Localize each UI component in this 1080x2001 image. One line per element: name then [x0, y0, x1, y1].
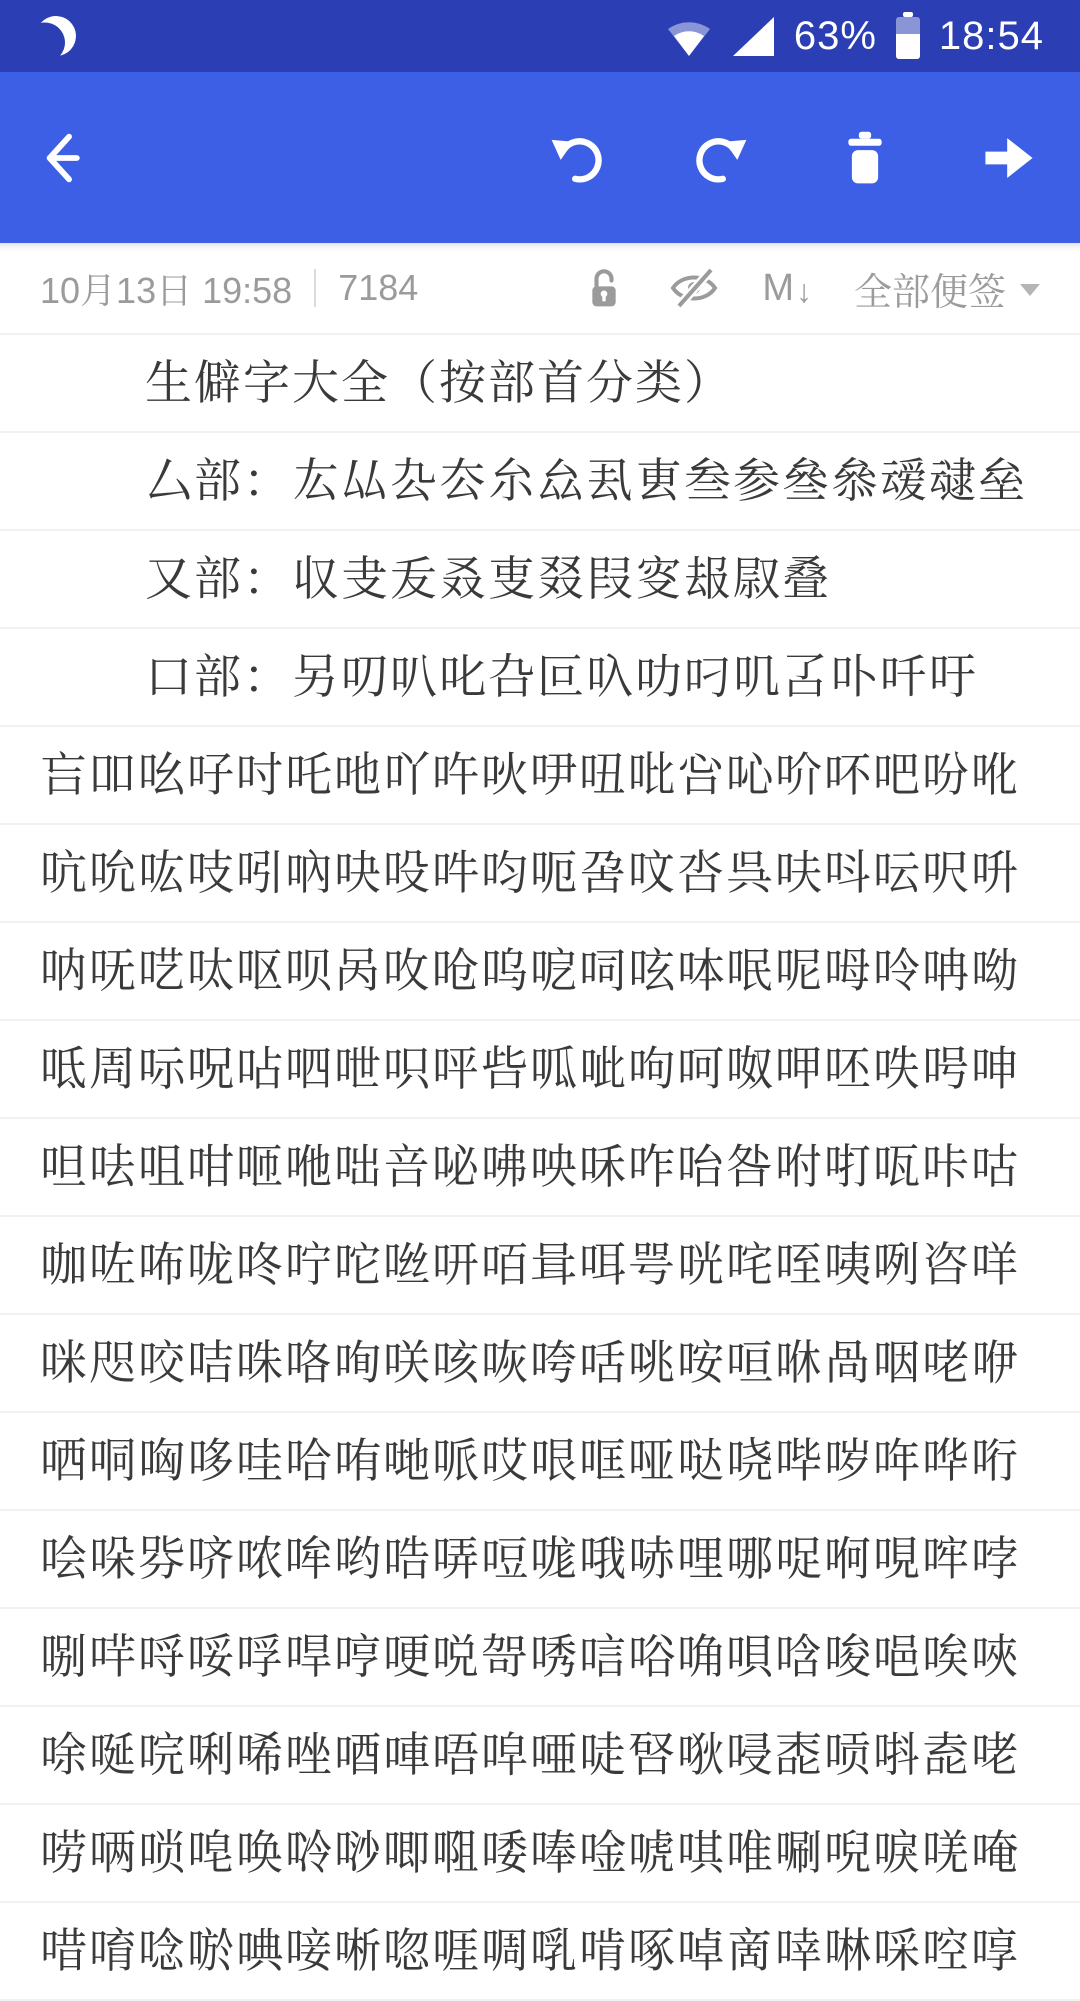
note-line[interactable]: 厶部：厷厸厹厺厼厽厾叀叁参叄叅叆叇垒: [0, 433, 1080, 531]
notebook-selector[interactable]: [854, 261, 1040, 316]
notebook-label: 全部便签: [853, 271, 1006, 314]
char-count: 7184: [338, 267, 419, 308]
clock: 18:54: [938, 13, 1044, 58]
divider: [314, 269, 316, 307]
dropdown-caret-icon: [1020, 284, 1040, 296]
redo-icon: [692, 129, 750, 187]
trash-icon: [837, 128, 893, 188]
note-line[interactable]: 咖咗咘咙咚咛咜咝咞咟咠咡咢咣咤咥咦咧咨咩: [0, 1217, 1080, 1315]
markdown-export-button[interactable]: [762, 267, 812, 310]
note-body[interactable]: [0, 335, 1080, 2001]
note-line[interactable]: 呧周呩呪呫呬呭呮呯呰呱呲呴呵呶呷呸呹呺呻: [0, 1021, 1080, 1119]
note-line[interactable]: 又部：収叏叐叒叓叕叚叜叝叞叠: [0, 531, 1080, 629]
undo-icon: [548, 129, 606, 187]
note-line[interactable]: 咪咫咬咭咮咯咰咲咳咴咵咶咷咹咺咻咼咽咾咿: [0, 1315, 1080, 1413]
note-line[interactable]: 口部：另叨叭叱叴叵叺叻叼叽叾卟吀吁: [0, 629, 1080, 727]
down-arrow-icon: ↓: [795, 272, 812, 309]
lock-open-icon: [584, 262, 624, 314]
note-line[interactable]: 哂哃哅哆哇哈哊哋哌哎哏哐哑哒哓哔哕哖哗哘: [0, 1413, 1080, 1511]
note-line[interactable]: 生僻字大全（按部首分类）: [0, 335, 1080, 433]
status-bar: [0, 0, 1080, 72]
back-arrow-icon: [40, 127, 102, 189]
wifi-icon: [666, 15, 712, 57]
send-button[interactable]: [978, 127, 1040, 189]
redo-button[interactable]: [690, 127, 752, 189]
note-line[interactable]: 呐呒呓呔呕呗呙呚呛呜呝呞呟呠呡呢呣呤呥呦: [0, 923, 1080, 1021]
toolbar: [0, 72, 1080, 243]
undo-button[interactable]: [546, 127, 608, 189]
note-date: 10月13日 19:58: [40, 269, 293, 311]
note-line[interactable]: 唶唷唸唹唺唼唽唿啀啁啂啃啄啅啇啈啉啋啌啍: [0, 1903, 1080, 2001]
delete-button[interactable]: [834, 127, 896, 189]
note-line[interactable]: 吭吮吰吱吲吶吷吺吽呁呃呄呅呇呉呋呌呍呎呏: [0, 825, 1080, 923]
markdown-export-icon: M: [762, 266, 794, 309]
hide-content-button[interactable]: [668, 262, 720, 314]
note-line[interactable]: 吂吅吆吇吋吒吔吖吘吙吚吜吡吢吣吤吥吧吩吪: [0, 727, 1080, 825]
note-line[interactable]: 哙哚哛哜哝哞哟哠哢哣哤哦哧哩哪哫哬哯哰哱: [0, 1511, 1080, 1609]
note-line[interactable]: 唠唡唢唣唤唥唦唧唨唩唪唫唬唭唯唰唲唳唴唵: [0, 1805, 1080, 1903]
note-line[interactable]: 唋唌唍唎唏唑唒唓唔唕唖唗唘唙唚唜唝唞唟咾: [0, 1707, 1080, 1805]
send-icon: [978, 129, 1040, 187]
crescent-moon-icon: [33, 13, 78, 58]
note-line[interactable]: 呾呿咀咁咂咃咄咅咇咈咉咊咋咍咎咐咑咓咔咕: [0, 1119, 1080, 1217]
back-button[interactable]: [40, 127, 102, 189]
info-bar: [0, 243, 1080, 335]
battery-icon: [895, 12, 921, 60]
note-line[interactable]: 哵哶哷哸哹哻哼哽哾哿唀唁唂唃唄唅唆唈唉唊: [0, 1609, 1080, 1707]
battery-percent: 63%: [793, 13, 877, 58]
lock-button[interactable]: [582, 262, 626, 314]
signal-icon: [730, 15, 776, 57]
eye-hidden-icon: [669, 266, 719, 310]
